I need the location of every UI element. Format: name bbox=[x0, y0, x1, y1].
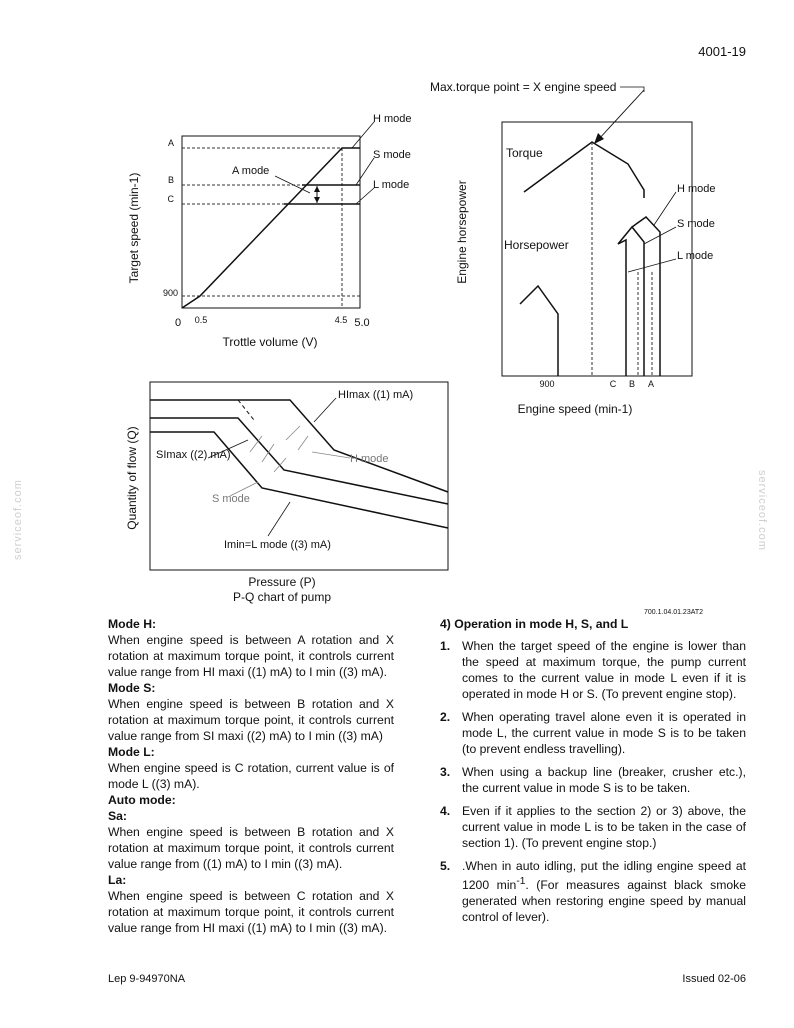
item-number: 1. bbox=[440, 639, 451, 653]
chart1-xlabel: Trottle volume (V) bbox=[222, 335, 318, 349]
label-h-mode: H mode bbox=[373, 113, 412, 125]
x-tick-b-hp: B bbox=[628, 379, 636, 389]
item-text bbox=[462, 858, 746, 925]
right-column bbox=[440, 616, 746, 932]
item-number: 5. bbox=[440, 859, 451, 873]
chart3-caption: P-Q chart of pump bbox=[232, 590, 332, 604]
x-tick-50: 5.0 bbox=[354, 317, 370, 329]
label-max-torque: Max.torque point = X engine speed bbox=[430, 80, 617, 94]
section-heading: 4) Operation in mode H, S, and L bbox=[440, 617, 629, 631]
chart-engine-horsepower bbox=[420, 72, 740, 422]
para-mode-s: When engine speed is between B rotation and X rotation at maximum torque point, it controls current value range from SI maxi ((2) mA) to I min ((3) mA) bbox=[108, 697, 394, 743]
item-superscript: -1 bbox=[516, 876, 526, 887]
y-tick-b: B bbox=[167, 175, 174, 185]
item-text: Even if it applies to the section 2) or 3) above, the current value in mode L is to be taken in the case of section 1). (To prevent engine stop.) bbox=[462, 804, 746, 850]
x-tick-900-hp: 900 bbox=[539, 379, 555, 389]
label-h-mode-hp: H mode bbox=[677, 183, 716, 195]
item-number: 3. bbox=[440, 765, 451, 779]
label-horsepower: Horsepower bbox=[504, 238, 569, 252]
para-la: When engine speed is between C rotation and X rotation at maximum torque point, it controls current value range from HI maxi ((1) mA) to I min ((3) mA). bbox=[108, 889, 394, 935]
chart2-ylabel: Engine horsepower bbox=[455, 180, 469, 284]
chart1-ylabel: Target speed (min-1) bbox=[127, 172, 141, 284]
label-s-mode-pq: S mode bbox=[212, 493, 250, 505]
para-mode-l: When engine speed is C rotation, current value is of mode L ((3) mA). bbox=[108, 761, 394, 791]
chart2-xlabel: Engine speed (min-1) bbox=[517, 402, 633, 416]
para-mode-h: When engine speed is between A rotation and X rotation at maximum torque point, it controls current value range from HI maxi ((1) mA) to I min ((3) mA). bbox=[108, 633, 394, 679]
y-tick-c: C bbox=[167, 194, 174, 204]
label-s-mode: S mode bbox=[373, 149, 411, 161]
x-tick-05: 0.5 bbox=[194, 315, 208, 325]
item-text-b: . (For measures against black smoke generated when restoring engine speed by manual control of lever). bbox=[462, 878, 746, 925]
x-tick-c-hp: C bbox=[609, 379, 617, 389]
label-s-mode-hp: S mode bbox=[677, 218, 715, 230]
item-text-a: .When in auto idling, put the idling engine speed at 1200 min bbox=[462, 859, 746, 893]
watermark-right: serviceof.com bbox=[756, 470, 768, 551]
item-text: When using a backup line (breaker, crusher etc.), the current value in mode S is to be taken. bbox=[462, 765, 746, 795]
heading-sa: Sa: bbox=[108, 809, 127, 823]
list-item bbox=[440, 858, 746, 925]
x-tick-a-hp: A bbox=[647, 379, 655, 389]
label-h-mode-pq: H mode bbox=[350, 453, 389, 465]
label-himax: HImax ((1) mA) bbox=[338, 389, 414, 401]
label-l-mode-hp: L mode bbox=[677, 250, 714, 262]
reference-code: 700.1.04.01.23AT2 bbox=[644, 609, 704, 616]
heading-auto-mode: Auto mode: bbox=[108, 793, 176, 807]
label-imin: Imin=L mode ((3) mA) bbox=[224, 539, 331, 551]
label-l-mode: L mode bbox=[373, 179, 410, 191]
label-a-mode: A mode bbox=[232, 165, 270, 177]
y-tick-a: A bbox=[167, 138, 174, 148]
heading-la: La: bbox=[108, 873, 127, 887]
footer-right: Issued 02-06 bbox=[682, 973, 746, 985]
footer-left: Lep 9-94970NA bbox=[108, 973, 186, 985]
chart-target-speed bbox=[120, 108, 430, 353]
label-simax: SImax ((2) mA) bbox=[156, 449, 231, 461]
list-item bbox=[440, 803, 746, 851]
x-tick-45: 4.5 bbox=[334, 315, 348, 325]
label-torque: Torque bbox=[506, 146, 543, 160]
left-column bbox=[108, 616, 394, 936]
list-item bbox=[440, 764, 746, 796]
item-text: When operating travel alone even it is operated in mode L, the current value in mode S is to be taken (to prevent endless travelling). bbox=[462, 710, 746, 756]
item-text: When the target speed of the engine is lower than the speed at maximum torque, the pump current comes to the current value in mode L even if it is operated in mode H or S. (To prevent engine stop). bbox=[462, 639, 746, 701]
list-item bbox=[440, 709, 746, 757]
para-sa: When engine speed is between B rotation and X rotation at maximum torque point, it controls current value range from ((1) mA) to I min ((3) mA). bbox=[108, 825, 394, 871]
chart3-xlabel: Pressure (P) bbox=[248, 575, 316, 589]
page-number: 4001-19 bbox=[698, 44, 746, 59]
heading-mode-h: Mode H: bbox=[108, 617, 157, 631]
chart3-ylabel: Quantity of flow (Q) bbox=[125, 426, 139, 530]
heading-mode-l: Mode L: bbox=[108, 745, 155, 759]
item-number: 4. bbox=[440, 804, 451, 818]
chart-pq-pump bbox=[118, 378, 458, 608]
item-number: 2. bbox=[440, 710, 451, 724]
x-tick-0: 0 bbox=[174, 317, 182, 329]
heading-mode-s: Mode S: bbox=[108, 681, 156, 695]
watermark-left: serviceof.com bbox=[12, 479, 24, 560]
y-tick-900: 900 bbox=[162, 288, 178, 298]
list-item bbox=[440, 638, 746, 702]
